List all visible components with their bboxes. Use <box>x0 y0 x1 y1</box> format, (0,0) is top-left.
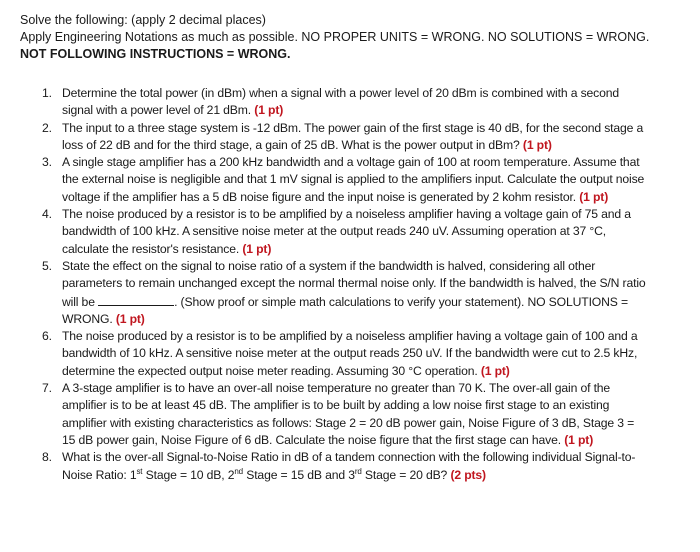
question-text: amplifier is to be at least 45 dB. The amplifier is to be built by adding a low noise first stage to an existing <box>62 398 610 413</box>
question-text: The noise produced by a resistor is to be amplified by a noiseless amplifier having a voltage gain of 75 and a <box>62 207 631 222</box>
points-label: (1 pt) <box>579 189 609 204</box>
question-text: State the effect on the signal to noise ratio of a system if the bandwidth is halved, considering all other <box>62 258 596 273</box>
question-list <box>20 85 700 484</box>
question-number: 3. <box>42 155 52 170</box>
question-number: 6. <box>42 329 52 344</box>
instruction-line-3: NOT FOLLOWING INSTRUCTIONS = WRONG. <box>20 47 291 61</box>
points-label: (1 pt) <box>564 432 594 447</box>
question-text: Stage = 10 dB, 2 <box>142 467 235 482</box>
ordinal-suffix: rd <box>354 466 362 476</box>
question-number: 1. <box>42 86 52 100</box>
question-text: Stage = 15 dB and 3 <box>242 467 355 482</box>
question-text: A single stage amplifier has a 200 kHz bandwidth and a voltage gain of 100 at room temperature. Assume that <box>62 155 640 170</box>
answer-blank <box>98 293 174 306</box>
question-text: determine the expected output noise meter reading. Assuming 30 °C operation. <box>62 363 478 378</box>
question-text: voltage if the amplifier has a 5 dB noise figure and the input noise is generated by 2 kohm resistor. <box>62 189 576 204</box>
question-text: bandwidth of 10 kHz. A sensitive noise meter at the output reads 250 uV. If the bandwidth were cut to 2.5 kHz, <box>62 346 638 361</box>
question-6 <box>20 328 700 380</box>
question-text: will be <box>62 294 95 309</box>
question-text: Determine the total power (in dBm) when a signal with a power level of 20 dBm is combined with a second <box>62 86 619 100</box>
question-text: The noise produced by a resistor is to be amplified by a noiseless amplifier having a voltage gain of 100 and a <box>62 329 638 344</box>
points-label: (1 pt) <box>522 137 552 152</box>
question-number: 2. <box>42 120 52 135</box>
question-1 <box>20 85 700 120</box>
question-text: amplifier with existing characteristics as follows: Stage 2 = 20 dB power gain, Noise Figure of 3 dB, Stage 3 = <box>62 415 635 430</box>
points-label: (1 pt) <box>480 363 510 378</box>
points-label: (1 pt) <box>242 241 272 256</box>
instruction-line-2: Apply Engineering Notations as much as possible. NO PROPER UNITS = WRONG. NO SOLUTIONS = WRONG. <box>20 30 650 44</box>
points-label: (1 pt) <box>254 103 284 118</box>
question-text: The input to a three stage system is -12 dBm. The power gain of the first stage is 40 dB, for the second stage a <box>62 120 644 135</box>
question-number: 7. <box>42 381 52 396</box>
question-7 <box>20 380 700 449</box>
question-8 <box>20 449 700 484</box>
question-text: calculate the resistor's resistance. <box>62 241 240 256</box>
question-3 <box>20 154 700 206</box>
question-text: . (Show proof or simple math calculations to verify your statement). NO SOLUTIONS = <box>174 294 628 309</box>
question-4 <box>20 206 700 258</box>
question-text: Stage = 20 dB? <box>361 467 448 482</box>
question-2 <box>20 120 700 155</box>
points-label: (2 pts) <box>450 467 486 482</box>
question-number: 8. <box>42 450 52 465</box>
question-5 <box>20 258 700 328</box>
question-text: WRONG. <box>62 311 113 326</box>
points-label: (1 pt) <box>115 311 145 326</box>
question-number: 4. <box>42 207 52 222</box>
ordinal-suffix: nd <box>234 466 243 476</box>
ordinal-suffix: st <box>136 466 143 476</box>
question-text: What is the over-all Signal-to-Noise Ratio in dB of a tandem connection with the following individual Signal-to- <box>62 450 636 465</box>
instruction-line-1: Solve the following: (apply 2 decimal places) <box>20 13 266 27</box>
question-text: Noise Ratio: 1 <box>62 467 137 482</box>
question-text: signal with a power level of 21 dBm. <box>62 103 252 118</box>
question-text: 15 dB power gain, Noise Figure of 6 dB. Calculate the noise figure that the first stage can have. <box>62 432 561 447</box>
question-text: loss of 22 dB and for the third stage, a gain of 25 dB. What is the power output in dBm? <box>62 137 520 152</box>
question-number: 5. <box>42 258 52 273</box>
question-text: A 3-stage amplifier is to have an over-all noise temperature no greater than 70 K. The over-all gain of the <box>62 381 611 396</box>
question-text: parameters to remain unchanged except the normal thermal noise only. If the bandwidth is halved, the S/N ratio <box>62 276 646 291</box>
question-text: bandwidth of 100 kHz. A sensitive noise meter at the output reads 240 uV. Assuming operation at 37 °C, <box>62 224 607 239</box>
question-text: the external noise is negligible and that 1 mV signal is applied to the amplifiers input. Calculate the output noise <box>62 172 645 187</box>
